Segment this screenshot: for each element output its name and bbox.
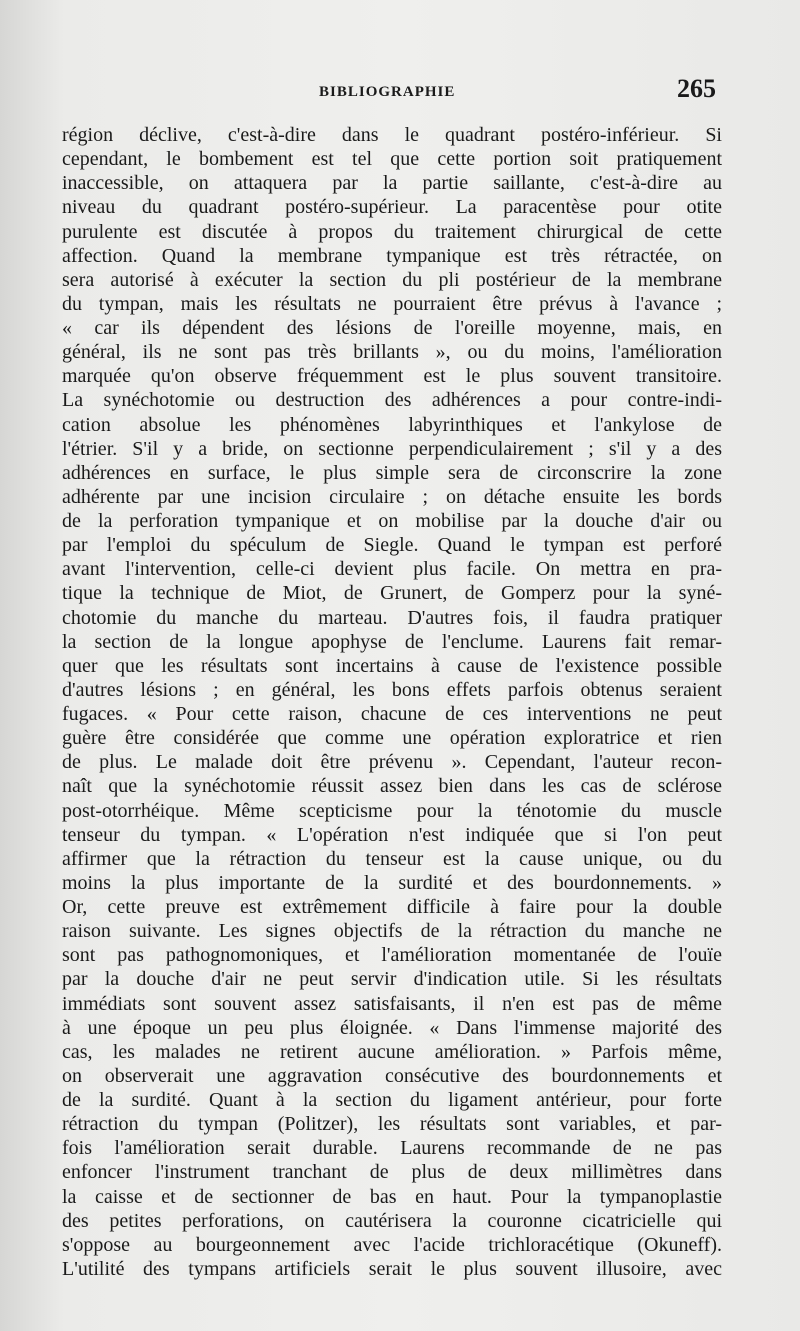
text-line: la section de la longue apophyse de l'enclume. Laurens fait remar-: [62, 630, 722, 653]
text-line: sera autorisé à exécuter la section du pli postérieur de la membrane: [62, 268, 722, 291]
text-line: région déclive, c'est-à-dire dans le quadrant postéro-inférieur. Si: [62, 124, 722, 146]
text-line: cation absolue les phénomènes labyrinthiques et l'ankylose de: [62, 413, 722, 436]
text-line: tenseur du tympan. « L'opération n'est indiquée que si l'on peut: [62, 823, 722, 846]
text-line: L'utilité des tympans artificiels serait le plus souvent illusoire, avec: [62, 1257, 722, 1280]
text-line: la caisse et de sectionner de bas en haut. Pour la tympanoplastie: [62, 1185, 722, 1208]
text-line: niveau du quadrant postéro-supérieur. La paracentèse pour otite: [62, 196, 722, 219]
text-line: par la douche d'air ne peut servir d'indication utile. Si les résultats: [62, 968, 722, 991]
text-line: rétraction du tympan (Politzer), les résultats sont variables, et par-: [62, 1113, 722, 1136]
text-line: général, ils ne sont pas très brillants », ou du moins, l'amélioration: [62, 341, 722, 364]
text-line: affirmer que la rétraction du tenseur est la cause unique, ou du: [62, 847, 722, 870]
text-line: du tympan, mais les résultats ne pourraient être prévus à l'avance ;: [62, 292, 722, 315]
text-line: sont pas pathognomoniques, et l'amélioration momentanée de l'ouïe: [62, 944, 722, 967]
text-line: guère être considérée que comme une opération exploratrice et rien: [62, 727, 722, 750]
text-line: fugaces. « Pour cette raison, chacune de ces interventions ne peut: [62, 703, 722, 725]
text-line: de plus. Le malade doit être prévenu ». Cependant, l'auteur recon-: [62, 751, 722, 774]
page-number: 265: [677, 74, 716, 103]
text-line: affection. Quand la membrane tympanique est très rétractée, on: [62, 244, 722, 267]
text-line: cas, les malades ne retirent aucune amélioration. » Parfois même,: [62, 1040, 722, 1063]
text-line: moins la plus importante de la surdité et des bourdonnements. »: [62, 871, 722, 894]
text-line: Or, cette preuve est extrêmement difficile à faire pour la double: [62, 896, 722, 918]
text-line: par l'emploi du spéculum de Siegle. Quand le tympan est perforé: [62, 534, 722, 557]
text-line: à une époque un peu plus éloignée. « Dans l'immense majorité des: [62, 1016, 722, 1039]
text-line: raison suivante. Les signes objectifs de la rétraction du manche ne: [62, 920, 722, 943]
text-line: avant l'intervention, celle-ci devient plus facile. On mettra en pra-: [62, 558, 722, 581]
text-line: adhérente par une incision circulaire ; on détache ensuite les bords: [62, 485, 722, 508]
text-line: l'étrier. S'il y a bride, on sectionne perpendiculairement ; s'il y a des: [62, 437, 722, 460]
text-line: de la perforation tympanique et on mobilise par la douche d'air ou: [62, 510, 722, 532]
text-line: quer que les résultats sont incertains à cause de l'existence possible: [62, 654, 722, 677]
text-line: d'autres lésions ; en général, les bons effets parfois obtenus seraient: [62, 678, 722, 701]
text-line: cependant, le bombement est tel que cette portion soit pratiquement: [62, 148, 722, 171]
text-line: inaccessible, on attaquera par la partie saillante, c'est-à-dire au: [62, 172, 722, 195]
text-line: naît que la synéchotomie réussit assez bien dans les cas de sclérose: [62, 775, 722, 798]
text-line: fois l'amélioration serait durable. Laurens recommande de ne pas: [62, 1137, 722, 1160]
text-line: des petites perforations, on cautérisera la couronne cicatricielle qui: [62, 1209, 722, 1232]
text-line: immédiats sont souvent assez satisfaisants, il n'en est pas de même: [62, 992, 722, 1015]
text-line: purulente est discutée à propos du traitement chirurgical de cette: [62, 220, 722, 243]
text-line: enfoncer l'instrument tranchant de plus de deux millimètres dans: [62, 1161, 722, 1184]
text-line: marquée qu'on observe fréquemment est le plus souvent transitoire.: [62, 365, 722, 388]
text-line: adhérences en surface, le plus simple sera de circonscrire la zone: [62, 461, 722, 484]
text-line: tique la technique de Miot, de Grunert, de Gomperz pour la syné-: [62, 582, 722, 605]
text-line: on observerait une aggravation consécutive des bourdonnements et: [62, 1064, 722, 1087]
running-title: BIBLIOGRAPHIE: [319, 84, 456, 100]
text-line: s'oppose au bourgeonnement avec l'acide trichloracétique (Okuneff).: [62, 1233, 722, 1256]
text-line: La synéchotomie ou destruction des adhérences a pour contre-indi-: [62, 389, 722, 412]
text-line: « car ils dépendent des lésions de l'oreille moyenne, mais, en: [62, 317, 722, 339]
text-line: chotomie du manche du marteau. D'autres fois, il faudra pratiquer: [62, 606, 722, 629]
text-line: de la surdité. Quant à la section du ligament antérieur, pour forte: [62, 1089, 722, 1111]
text-line: post-otorrhéique. Même scepticisme pour la ténotomie du muscle: [62, 799, 722, 822]
page-header: [0, 72, 800, 112]
body-paragraph: [62, 123, 722, 1281]
